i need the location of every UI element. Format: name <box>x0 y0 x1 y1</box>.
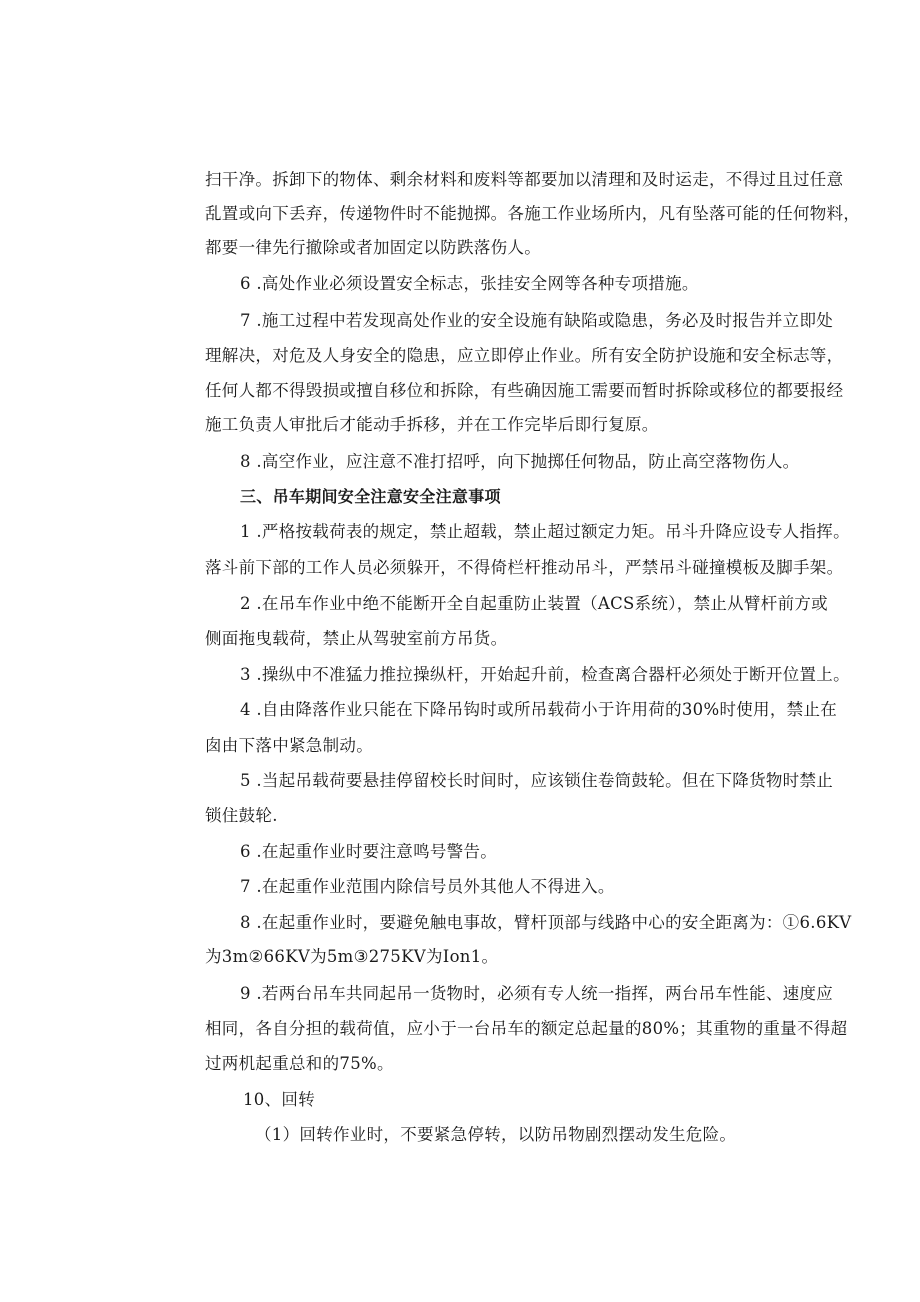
crane-item-4-line-2: 囱由下落中紧急制动。 <box>205 736 373 755</box>
crane-item-9-line-3: 过两机起重总和的75%。 <box>205 1054 394 1073</box>
crane-item-8-line-1: 8 .在起重作业时，要避免触电事故，臂杆顶部与线路中心的安全距离为：①6.6KV <box>240 913 852 932</box>
crane-item-5-line-1: 5 .当起吊载荷要悬挂停留校长时间时，应该锁住卷筒鼓轮。但在下降货物时禁止 <box>240 771 834 790</box>
text-line-2: 乱置或向下丢弃，传递物件时不能抛掷。各施工作业场所内，凡有坠落可能的任何物料， <box>205 204 861 223</box>
item-7-line-1: 7 .施工过程中若发现高处作业的安全设施有缺陷或隐患，务必及时报告并立即处 <box>240 311 834 330</box>
item-7-line-3: 任何人都不得毁损或擅自移位和拆除，有些确因施工需要而暂时拆除或移位的都要报经 <box>205 381 844 400</box>
item-6-height-work-signs: 6 .高处作业必须设置安全标志，张挂安全网等各种专项措施。 <box>240 274 699 293</box>
crane-item-2-line-1: 2 .在吊车作业中绝不能断开全自起重防止装置（ACS系统），禁止从臂杆前方或 <box>240 594 828 613</box>
item-8-no-throwing: 8 .高空作业，应注意不准打招呼，向下抛掷任何物品，防止高空落物伤人。 <box>240 452 800 471</box>
crane-item-3: 3 .操纵中不准猛力推拉操纵杆，开始起升前，检查离合器杆必须处于断开位置上。 <box>240 665 850 684</box>
crane-item-1-line-2: 落斗前下部的工作人员必须躲开，不得倚栏杆推动吊斗，严禁吊斗碰撞模板及脚手架。 <box>205 558 844 577</box>
crane-item-9-line-2: 相同，各自分担的载荷值，应小于一台吊车的额定总起量的80%；其重物的重量不得超 <box>205 1019 848 1038</box>
crane-item-10-heading: 10、回转 <box>243 1090 315 1109</box>
crane-item-10-sub-1: （1）回转作业时，不要紧急停转，以防吊物剧烈摆动发生危险。 <box>255 1125 737 1144</box>
item-7-line-4: 施工负责人审批后才能动手拆移，并在工作完毕后即行复原。 <box>205 415 659 434</box>
crane-item-8-line-2: 为3m②66KV为5m③275KV为Ion1。 <box>205 947 499 966</box>
crane-item-7: 7 .在起重作业范围内除信号员外其他人不得进入。 <box>240 877 615 896</box>
item-7-line-2: 理解决，对危及人身安全的隐患，应立即停止作业。所有安全防护设施和安全标志等， <box>205 346 844 365</box>
section-heading-crane-safety: 三、吊车期间安全注意安全注意事项 <box>240 487 501 506</box>
crane-item-5-line-2: 锁住鼓轮. <box>205 806 278 825</box>
crane-item-1-line-1: 1 .严格按载荷表的规定，禁止超载，禁止超过额定力矩。吊斗升降应设专人指挥。 <box>240 522 850 541</box>
text-line-3: 都要一律先行撤除或者加固定以防跌落伤人。 <box>205 238 541 257</box>
crane-item-4-line-1: 4 .自由降落作业只能在下降吊钩时或所吊载荷小于许用荷的30%时使用，禁止在 <box>240 700 838 719</box>
crane-item-2-line-2: 侧面拖曳载荷，禁止从驾驶室前方吊货。 <box>205 629 508 648</box>
text-line-1: 扫干净。拆卸下的物体、剩余材料和废料等都要加以清理和及时运走，不得过且过任意 <box>205 170 844 189</box>
crane-item-6: 6 .在起重作业时要注意鸣号警告。 <box>240 842 498 861</box>
crane-item-9-line-1: 9 .若两台吊车共同起吊一货物时，必须有专人统一指挥，两台吊车性能、速度应 <box>240 984 834 1003</box>
